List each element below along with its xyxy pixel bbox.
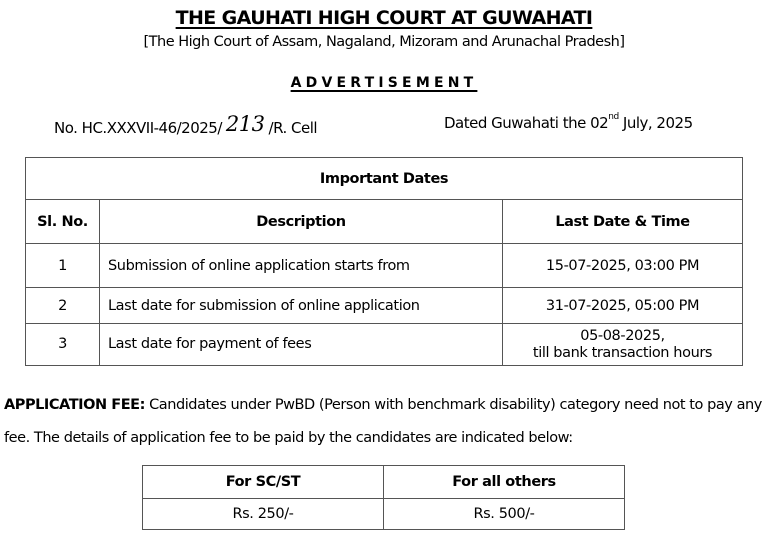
page-title [0, 7, 768, 29]
dated-superscript: nd [608, 112, 619, 122]
reference-number [54, 114, 317, 138]
cell-description: Submission of online application starts from [100, 244, 503, 288]
cell-sl-no: 3 [26, 324, 100, 366]
page-subtitle: [The High Court of Assam, Nagaland, Mizoram and Arunachal Pradesh] [143, 34, 625, 50]
column-header-sl-no: Sl. No. [26, 200, 100, 244]
cell-date: 15-07-2025, 03:00 PM [503, 244, 743, 288]
reference-suffix: /R. Cell [268, 119, 318, 137]
cell-sl-no: 1 [26, 244, 100, 288]
cell-date-line1: 05-08-2025, [580, 327, 665, 344]
column-header-description: Description [100, 200, 503, 244]
table-title-row [26, 158, 743, 200]
cell-date [503, 324, 743, 366]
fee-all-others: Rs. 500/- [384, 499, 625, 530]
advertisement-heading [0, 75, 768, 91]
fee-sc-st: Rs. 250/- [143, 499, 384, 530]
table-header-row [26, 200, 743, 244]
fee-header-row [143, 466, 625, 499]
table-row [26, 244, 743, 288]
application-fee-text: Candidates under PwBD (Person with benchmark disability) category need not to pay any fee. The details of application fee to be paid by the candidates are indicated below: [4, 397, 762, 446]
table-row [26, 288, 743, 324]
reference-prefix: No. HC.XXXVII-46/2025/ [54, 119, 222, 137]
fee-table [142, 465, 625, 530]
dated-prefix: Dated Guwahati the 02 [444, 114, 609, 132]
column-header-last-date: Last Date & Time [503, 200, 743, 244]
column-header-sc-st: For SC/ST [143, 466, 384, 499]
cell-description: Last date for submission of online application [100, 288, 503, 324]
important-dates-table [25, 157, 743, 366]
cell-description: Last date for payment of fees [100, 324, 503, 366]
table-row [26, 324, 743, 366]
dated-line [444, 114, 693, 132]
advertisement-text: ADVERTISEMENT [290, 75, 478, 91]
cell-sl-no: 2 [26, 288, 100, 324]
application-fee-label: APPLICATION FEE: [4, 397, 145, 413]
cell-date-line2: till bank transaction hours [532, 344, 713, 361]
table-title: Important Dates [26, 158, 743, 200]
column-header-all-others: For all others [384, 466, 625, 499]
dated-suffix: July, 2025 [618, 114, 693, 132]
handwritten-number: 213 [225, 112, 265, 136]
application-fee-paragraph [4, 389, 768, 455]
fee-value-row [143, 499, 625, 530]
cell-date: 31-07-2025, 05:00 PM [503, 288, 743, 324]
title-text: THE GAUHATI HIGH COURT AT GUWAHATI [175, 7, 593, 29]
